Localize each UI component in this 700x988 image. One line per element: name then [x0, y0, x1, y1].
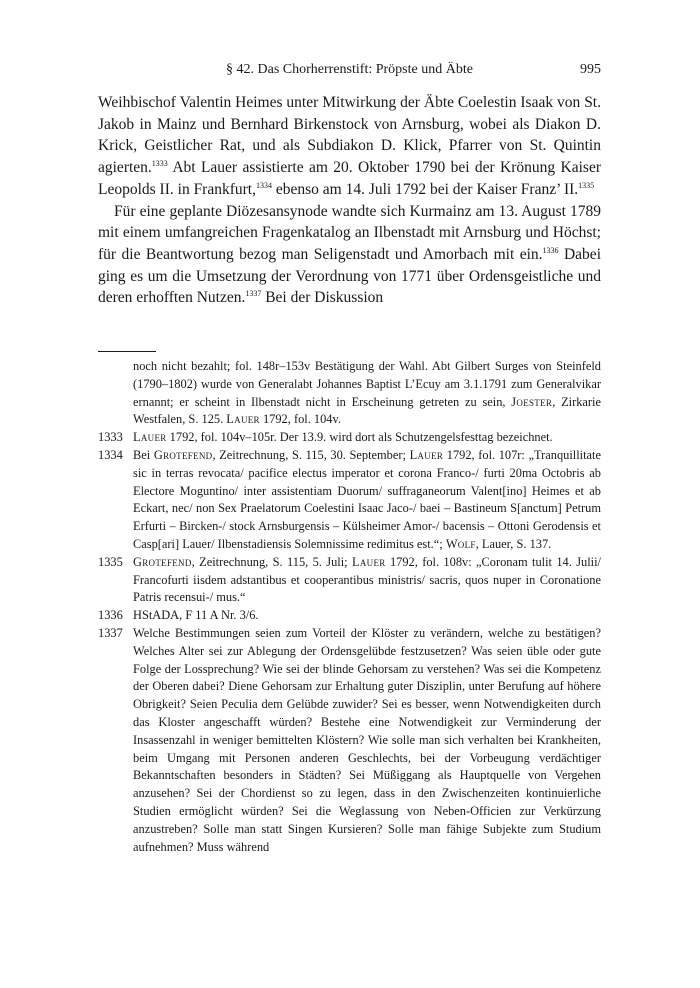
text-run: Bei der Diskussion	[261, 289, 384, 307]
footnote-number: 1336	[98, 608, 123, 623]
footnote-separator	[98, 351, 156, 352]
text-run: Dabei ging es um die Umsetzung der Verordnung von 1771 über Ordensgeistliche und deren erhofften Nutzen.	[98, 245, 601, 307]
text-run: Abt Lauer assistierte am 20. Oktober 1790 bei der Krönung Kaiser Leopolds II. in Frankfurt,	[98, 159, 601, 198]
author-name: Grotefend	[153, 447, 213, 462]
running-head	[98, 62, 601, 80]
footnote-1335	[98, 554, 601, 607]
footnote-number: 1337	[98, 625, 123, 640]
footnote-ref-1333: 1333	[151, 158, 168, 168]
text-run: 1792, fol. 104v–105r. Der 13.9. wird dort als Schutzengelsfesttag bezeichnet.	[166, 430, 553, 445]
paragraph-2	[98, 201, 601, 310]
running-head-title: § 42. Das Chorherrenstift: Pröpste und Äbte	[226, 62, 473, 77]
footnote-number: 1334	[98, 447, 123, 462]
footnote-ref-1337: 1337	[245, 289, 262, 299]
text-run: 1792, fol. 107r: „Tranquillitate sic in terras revocata/ pacifice electus imperator et corona Franco-/ furti 20ma Octobris ab Electore Moguntino/ inter assistentiam Duorum/ suffraganeorum Valent[ino] Heimes et ab Eckart, nec/ non Sex Praelatorum Coelestini Isaac Jaco-/ baei – Bastineum S[anctum] Petrum Erfurti – Bircken-/ stock Arnsburgensis – Külsheimer Amor-/ bacensis – Ottoni Gerodensis et Casp[ari] Lauer/ Ilbenstadiensis Solemnissime redimitus est.“;	[133, 447, 601, 551]
text-run: noch nicht bezahlt; fol. 148r–153v Bestätigung der Wahl. Abt Gilbert Surges von Steinfeld (1790–1802) wurde von Generalabt Johannes Baptist L’Ecuy am 3.1.1791 zum Generalvikar ernannt; er scheint in Ilbenstadt nicht in Erscheinung getreten zu sein,	[133, 359, 601, 409]
text-run: Bei	[133, 447, 154, 462]
author-name: Lauer	[226, 412, 260, 427]
text-run: , Zeitrechnung, S. 115, 5. Juli;	[191, 554, 352, 569]
text-run: Für eine geplante Diözesansynode wandte sich Kurmainz am 13. August 1789 mit einem umfangreichen Fragenkatalog an Ilbenstadt mit Arnsburg und Höchst; für die Beantwortung bezog man Seligenstadt und Amorbach mit ein.	[98, 202, 601, 263]
main-text	[98, 92, 601, 309]
text-run: , Zirkarie Westfalen, S. 125.	[133, 394, 601, 427]
author-name: Lauer	[352, 554, 386, 569]
footnote-number: 1333	[98, 430, 123, 445]
author-name: Grotefend	[133, 554, 192, 569]
footnote-number: 1335	[98, 554, 123, 569]
footnote-continuation	[98, 358, 601, 429]
text-run: HStADA, F 11 A Nr. 3/6.	[133, 608, 259, 623]
text-run: , Lauer, S. 137.	[475, 536, 552, 551]
footnote-ref-1335: 1335	[578, 180, 595, 190]
text-run: ebenso am 14. Juli 1792 bei der Kaiser Franz’ II.	[271, 180, 579, 198]
text-run: 1792, fol. 108v: „Coronam tulit 14. Julii/ Francofurti iisdem adstantibus et cooperantibus ministris/ sacris, quos nuper in Coronatione Patris recensui-/ mus.“	[133, 554, 601, 605]
author-name: Wolf	[445, 536, 476, 551]
author-name: Joester	[511, 394, 553, 409]
footnote-1336	[98, 607, 601, 625]
footnote-ref-1334: 1334	[255, 180, 272, 190]
footnote-1337	[98, 625, 601, 856]
author-name: Lauer	[409, 447, 444, 462]
paragraph-1	[98, 92, 601, 201]
footnote-1333	[98, 429, 601, 447]
text-run: , Zeitrechnung, S. 115, 30. September;	[212, 447, 410, 462]
footnote-1334	[98, 447, 601, 554]
text-run: 1792, fol. 104v.	[259, 412, 341, 427]
author-name: Lauer	[133, 430, 167, 445]
text-run: Weihbischof Valentin Heimes unter Mitwirkung der Äbte Coelestin Isaak von St. Jakob in Mainz und Bernhard Birkenstock von Arnsburg, wobei als Diakon D. Krick, Geistlicher Rat, und als Subdiakon D. Klick, Pfarrer von St. Quintin agierten.	[98, 94, 601, 177]
footnotes	[98, 358, 601, 856]
page-number: 995	[580, 62, 601, 77]
text-run: Welche Bestimmungen seien zum Vorteil der Klöster zu verändern, welche zu bestätigen? Welches Alter sei zur Ablegung der Ordensgelübde festzusetzen? Was seien üble oder gute Folge der Lossprechung? Wie sei der blinde Gehorsam zu verstehen? Was sei die Kompetenz der Oberen dabei? Diene Gehorsam zur Erhaltung guter Disziplin, unter Berufung auf höhere Obrigkeit? Seien Peculia dem Gelübde zuwider? Sei es besser, wenn Notwendigkeiten durch das Kloster angeschafft würden? Bestehe eine Notwendigkeit zur Verminderung der Insassenzahl in weniger bemittelten Klöstern? Wie solle man sich verhalten bei Krankheiten, beim Umgang mit Personen anderen Geschlechts, bei der Vorbeugung verdächtiger Bekanntschaften besonders in Städten? Sei Müßiggang als Hauptquelle von Vergehen anzusehen? Sei der Chordienst so zu legen, dass in den Zwischenzeiten kontinuierliche Studien ermöglicht würden? Sei die Weglassung von Neben-Officien zur Verkürzung anzustreben? Solle man statt Singen Kursieren? Solle man fähige Subjekte zum Studium aufnehmen? Muss während	[133, 625, 601, 854]
footnote-ref-1336: 1336	[542, 245, 559, 255]
